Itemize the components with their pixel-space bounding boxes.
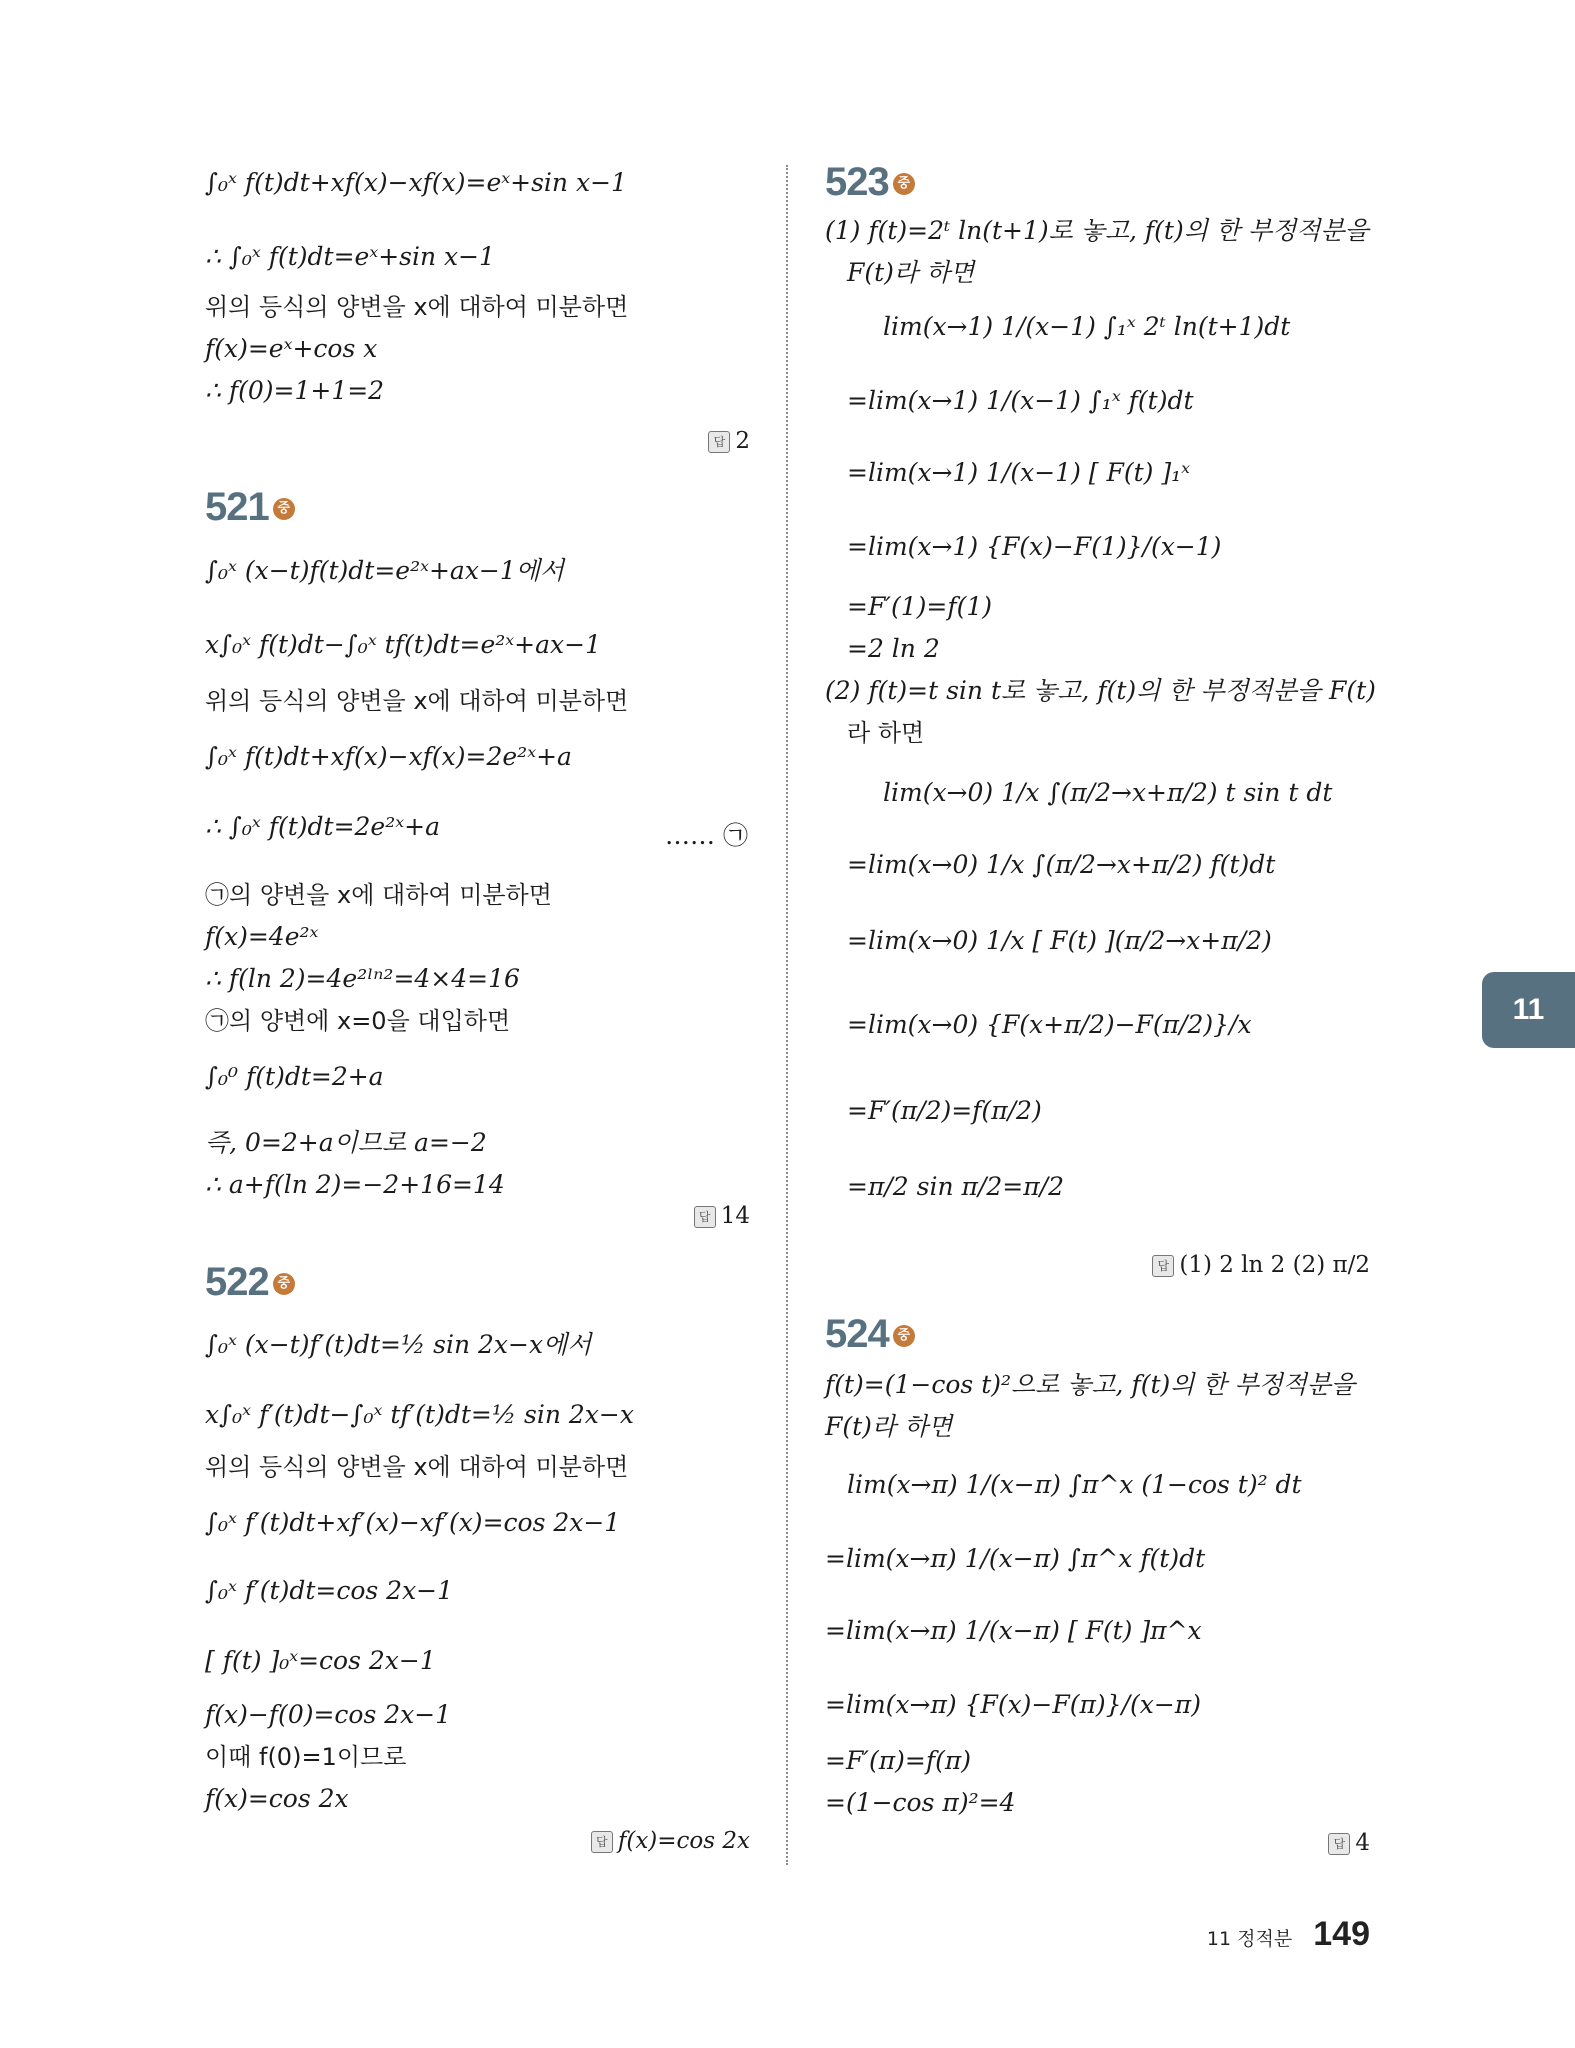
solution-line: f(x)=eˣ+cos x bbox=[205, 334, 378, 363]
solution-line: lim(x→π) 1/(x−π) ∫π^x (1−cos t)² dt bbox=[847, 1470, 1302, 1499]
solution-line: ㉠의 양변에 x=0을 대입하면 bbox=[205, 1007, 511, 1035]
solution-line: f(t)=(1−cos t)²으로 놓고, f(t)의 한 부정적분을 bbox=[825, 1370, 1356, 1399]
solution-line: ∴ ∫₀ˣ f(t)dt=eˣ+sin x−1 bbox=[205, 242, 495, 271]
answer-line bbox=[694, 1203, 750, 1229]
problem-number: 522 중 bbox=[205, 1260, 295, 1305]
answer-value: 4 bbox=[1355, 1830, 1370, 1856]
solution-line: 위의 등식의 양변을 x에 대하여 미분하면 bbox=[205, 293, 629, 321]
solution-line: F(t)라 하면 bbox=[847, 258, 975, 287]
answer-icon: 답 bbox=[708, 431, 730, 453]
solution-line: =lim(x→1) {F(x)−F(1)}/(x−1) bbox=[847, 532, 1222, 561]
solution-line: =F′(π)=f(π) bbox=[825, 1746, 972, 1775]
solution-line: ∫₀ˣ f′(t)dt=cos 2x−1 bbox=[205, 1576, 454, 1605]
solution-line: F(t)라 하면 bbox=[825, 1412, 953, 1441]
solution-line: ∴ a+f(ln 2)=−2+16=14 bbox=[205, 1170, 505, 1199]
solution-line: =F′(1)=f(1) bbox=[847, 592, 992, 621]
solution-line: 즉, 0=2+a이므로 a=−2 bbox=[205, 1128, 487, 1157]
solution-line: =lim(x→1) 1/(x−1) [ F(t) ]₁ˣ bbox=[847, 458, 1190, 487]
answer-icon: 답 bbox=[591, 1831, 613, 1853]
solution-line: 이때 f(0)=1이므로 bbox=[205, 1743, 407, 1771]
solution-line: ∫₀ˣ f(t)dt+xf(x)−xf(x)=eˣ+sin x−1 bbox=[205, 168, 627, 197]
problem-number: 524 중 bbox=[825, 1312, 915, 1357]
solution-line: f(x)=cos 2x bbox=[205, 1784, 349, 1813]
answer-value: f(x)=cos 2x bbox=[617, 1828, 750, 1854]
solution-line: =lim(x→π) 1/(x−π) ∫π^x f(t)dt bbox=[825, 1544, 1206, 1573]
equation-marker: …… ㉠ bbox=[665, 821, 748, 850]
column-divider bbox=[786, 165, 788, 1865]
difficulty-icon: 중 bbox=[273, 498, 295, 520]
answer-icon: 답 bbox=[1152, 1255, 1174, 1277]
solution-line: f(x)=4e²ˣ bbox=[205, 922, 319, 951]
solution-line: =lim(x→π) {F(x)−F(π)}/(x−π) bbox=[825, 1690, 1201, 1719]
solution-line: x∫₀ˣ f(t)dt−∫₀ˣ tf(t)dt=e²ˣ+ax−1 bbox=[205, 630, 601, 659]
solution-line: (1) f(t)=2ᵗ ln(t+1)로 놓고, f(t)의 한 부정적분을 bbox=[825, 216, 1369, 245]
solution-line: =π/2 sin π/2=π/2 bbox=[847, 1172, 1064, 1201]
solution-line: lim(x→0) 1/x ∫(π/2→x+π/2) t sin t dt bbox=[883, 778, 1333, 807]
solution-line: x∫₀ˣ f′(t)dt−∫₀ˣ tf′(t)dt=½ sin 2x−x bbox=[205, 1400, 634, 1429]
solution-line: ∫₀ˣ f′(t)dt+xf′(x)−xf′(x)=cos 2x−1 bbox=[205, 1508, 621, 1537]
chapter-tab: 11 bbox=[1482, 972, 1575, 1048]
solution-line: =lim(x→0) 1/x ∫(π/2→x+π/2) f(t)dt bbox=[847, 850, 1276, 879]
footer-chapter: 11 정적분 bbox=[1206, 1928, 1293, 1950]
solution-line: =lim(x→π) 1/(x−π) [ F(t) ]π^x bbox=[825, 1616, 1202, 1645]
solution-line: =F′(π/2)=f(π/2) bbox=[847, 1096, 1042, 1125]
solution-line: ∫₀ˣ (x−t)f′(t)dt=½ sin 2x−x에서 bbox=[205, 1330, 592, 1359]
solution-line: 위의 등식의 양변을 x에 대하여 미분하면 bbox=[205, 1453, 629, 1481]
solution-line: =lim(x→0) 1/x [ F(t) ](π/2→x+π/2) bbox=[847, 926, 1272, 955]
solution-line: 위의 등식의 양변을 x에 대하여 미분하면 bbox=[205, 687, 629, 715]
solution-line: ∴ f(ln 2)=4e²ˡⁿ²=4×4=16 bbox=[205, 964, 520, 993]
problem-number: 521 중 bbox=[205, 485, 295, 530]
difficulty-icon: 중 bbox=[893, 173, 915, 195]
solution-line: =(1−cos π)²=4 bbox=[825, 1788, 1016, 1817]
solution-line: =lim(x→0) {F(x+π/2)−F(π/2)}/x bbox=[847, 1010, 1252, 1039]
solution-line: lim(x→1) 1/(x−1) ∫₁ˣ 2ᵗ ln(t+1)dt bbox=[883, 312, 1291, 341]
solution-line: [ f(t) ]₀ˣ=cos 2x−1 bbox=[205, 1646, 436, 1675]
answer-icon: 답 bbox=[1328, 1833, 1350, 1855]
answer-icon: 답 bbox=[694, 1206, 716, 1228]
difficulty-icon: 중 bbox=[893, 1325, 915, 1347]
solution-line: ∫₀ˣ f(t)dt+xf(x)−xf(x)=2e²ˣ+a bbox=[205, 742, 572, 771]
problem-number: 523 중 bbox=[825, 160, 915, 205]
page-footer bbox=[1207, 1915, 1370, 1954]
answer-line bbox=[708, 428, 750, 454]
answer-value: 2 bbox=[735, 428, 750, 454]
answer-value: (1) 2 ln 2 (2) π/2 bbox=[1179, 1252, 1370, 1278]
solution-line: ∫₀ˣ (x−t)f(t)dt=e²ˣ+ax−1에서 bbox=[205, 556, 565, 585]
answer-line bbox=[1152, 1252, 1370, 1278]
answer-value: 14 bbox=[720, 1203, 750, 1229]
solution-line: =lim(x→1) 1/(x−1) ∫₁ˣ f(t)dt bbox=[847, 386, 1194, 415]
solution-line: =2 ln 2 bbox=[847, 634, 940, 663]
solution-line: ㉠의 양변을 x에 대하여 미분하면 bbox=[205, 881, 552, 909]
answer-line bbox=[1328, 1830, 1370, 1856]
difficulty-icon: 중 bbox=[273, 1273, 295, 1295]
solution-line: ∴ ∫₀ˣ f(t)dt=2e²ˣ+a bbox=[205, 812, 440, 841]
solution-line: ∴ f(0)=1+1=2 bbox=[205, 376, 385, 405]
solution-line: f(x)−f(0)=cos 2x−1 bbox=[205, 1700, 452, 1729]
solution-line: (2) f(t)=t sin t로 놓고, f(t)의 한 부정적분을 F(t) bbox=[825, 676, 1376, 705]
answer-line bbox=[591, 1828, 750, 1854]
page-number: 149 bbox=[1313, 1915, 1370, 1953]
solution-line: ∫₀⁰ f(t)dt=2+a bbox=[205, 1062, 384, 1091]
solution-line: 라 하면 bbox=[847, 719, 925, 747]
